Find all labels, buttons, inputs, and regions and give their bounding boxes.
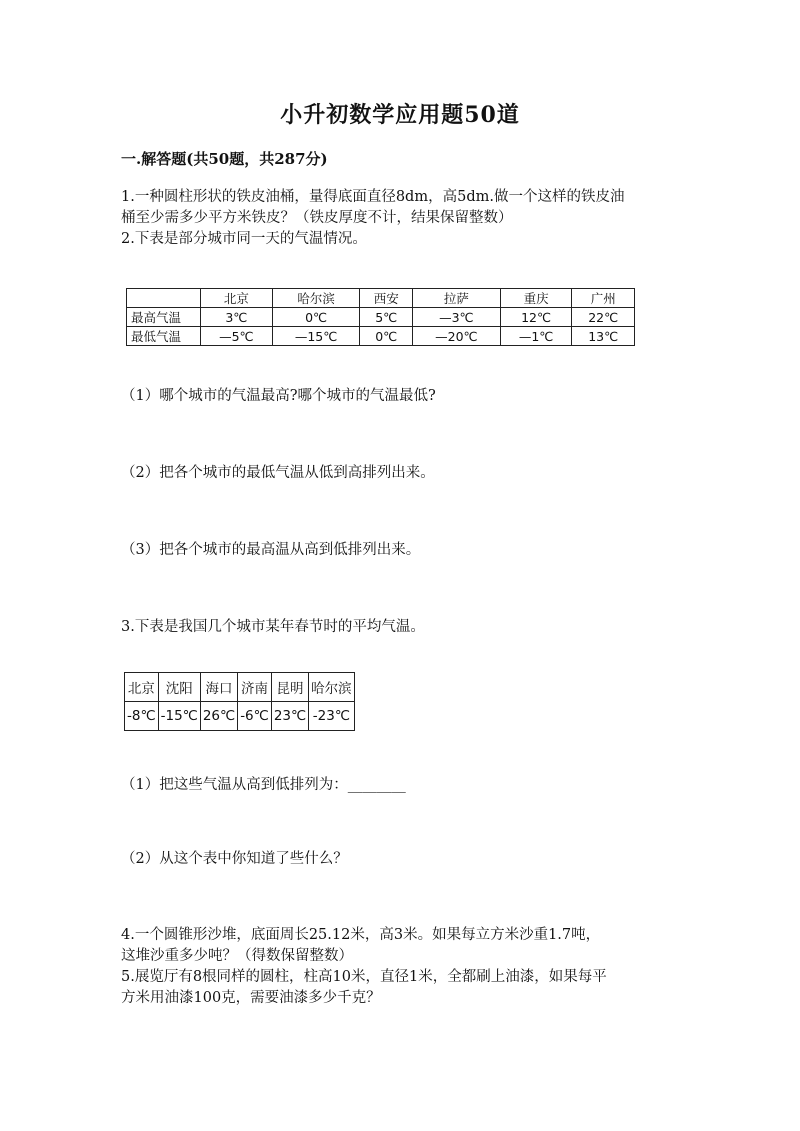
question-2-part-3: （3）把各个城市的最高温从高到低排列出来。 — [121, 542, 421, 558]
table-row — [127, 308, 635, 327]
table-cell: -8℃ — [125, 702, 159, 731]
table-cell: —1℃ — [500, 327, 572, 346]
table-header-cell: 北京 — [125, 673, 159, 702]
table-header-cell: 沈阳 — [158, 673, 200, 702]
table-cell: 26℃ — [200, 702, 237, 731]
table-header-row — [127, 289, 635, 308]
table-header-cell: 昆明 — [271, 673, 308, 702]
question-1-line-2: 桶至少需多少平方米铁皮？（铁皮厚度不计，结果保留整数） — [121, 210, 513, 226]
question-1-line-1: 1.一种圆柱形状的铁皮油桶，量得底面直径8dm，高5dm.做一个这样的铁皮油 — [121, 189, 625, 205]
section-heading: 一.解答题(共50题，共287分) — [121, 150, 328, 168]
table-header-cell: 重庆 — [500, 289, 572, 308]
question-3-part-2: （2）从这个表中你知道了些什么？ — [121, 851, 348, 867]
table-cell: 22℃ — [572, 308, 635, 327]
table-cell: 12℃ — [500, 308, 572, 327]
table-cell: 3℃ — [201, 308, 273, 327]
question-5-line-2: 方米用油漆100克，需要油漆多少千克？ — [121, 990, 381, 1006]
table-cell: —3℃ — [412, 308, 500, 327]
table-cell: —5℃ — [201, 327, 273, 346]
table-header-cell: 哈尔滨 — [309, 673, 355, 702]
table-header-cell: 西安 — [360, 289, 413, 308]
table-row — [125, 702, 355, 731]
table-row-label: 最低气温 — [127, 327, 201, 346]
table-cell: 23℃ — [271, 702, 308, 731]
question-4-line-2: 这堆沙重多少吨？（得数保留整数） — [121, 948, 353, 964]
table-header-cell: 拉萨 — [412, 289, 500, 308]
table-cell: -6℃ — [238, 702, 272, 731]
table-header-cell: 北京 — [201, 289, 273, 308]
table-cell: 0℃ — [360, 327, 413, 346]
table-cell: -15℃ — [158, 702, 200, 731]
table-header-row — [125, 673, 355, 702]
table-cell: 5℃ — [360, 308, 413, 327]
table-header-cell: 海口 — [200, 673, 237, 702]
question-2-part-2: （2）把各个城市的最低气温从低到高排列出来。 — [121, 465, 435, 481]
question-5-line-1: 5.展览厅有8根同样的圆柱，柱高10米，直径1米，全都刷上油漆，如果每平 — [121, 969, 607, 985]
page-title: 小升初数学应用题50道 — [280, 102, 520, 128]
table-corner-cell — [127, 289, 201, 308]
table-cell: —15℃ — [272, 327, 360, 346]
question-4-line-1: 4.一个圆锥形沙堆，底面周长25.12米，高3米。如果每立方米沙重1.7吨， — [121, 927, 601, 943]
table-cell: 13℃ — [572, 327, 635, 346]
table-header-cell: 济南 — [238, 673, 272, 702]
table-cell: —20℃ — [412, 327, 500, 346]
table-row — [127, 327, 635, 346]
table-cell: -23℃ — [309, 702, 355, 731]
question-3-part-1: （1）把这些气温从高到低排列为：________ — [121, 777, 406, 793]
table-row-label: 最高气温 — [127, 308, 201, 327]
spring-festival-temperature-table — [124, 672, 355, 731]
question-2-intro: 2.下表是部分城市同一天的气温情况。 — [121, 231, 367, 247]
question-3-intro: 3.下表是我国几个城市某年春节时的平均气温。 — [121, 619, 425, 635]
question-2-part-1: （1）哪个城市的气温最高?哪个城市的气温最低? — [121, 388, 436, 404]
table-header-cell: 哈尔滨 — [272, 289, 360, 308]
table-cell: 0℃ — [272, 308, 360, 327]
temperature-table — [126, 288, 635, 346]
table-header-cell: 广州 — [572, 289, 635, 308]
